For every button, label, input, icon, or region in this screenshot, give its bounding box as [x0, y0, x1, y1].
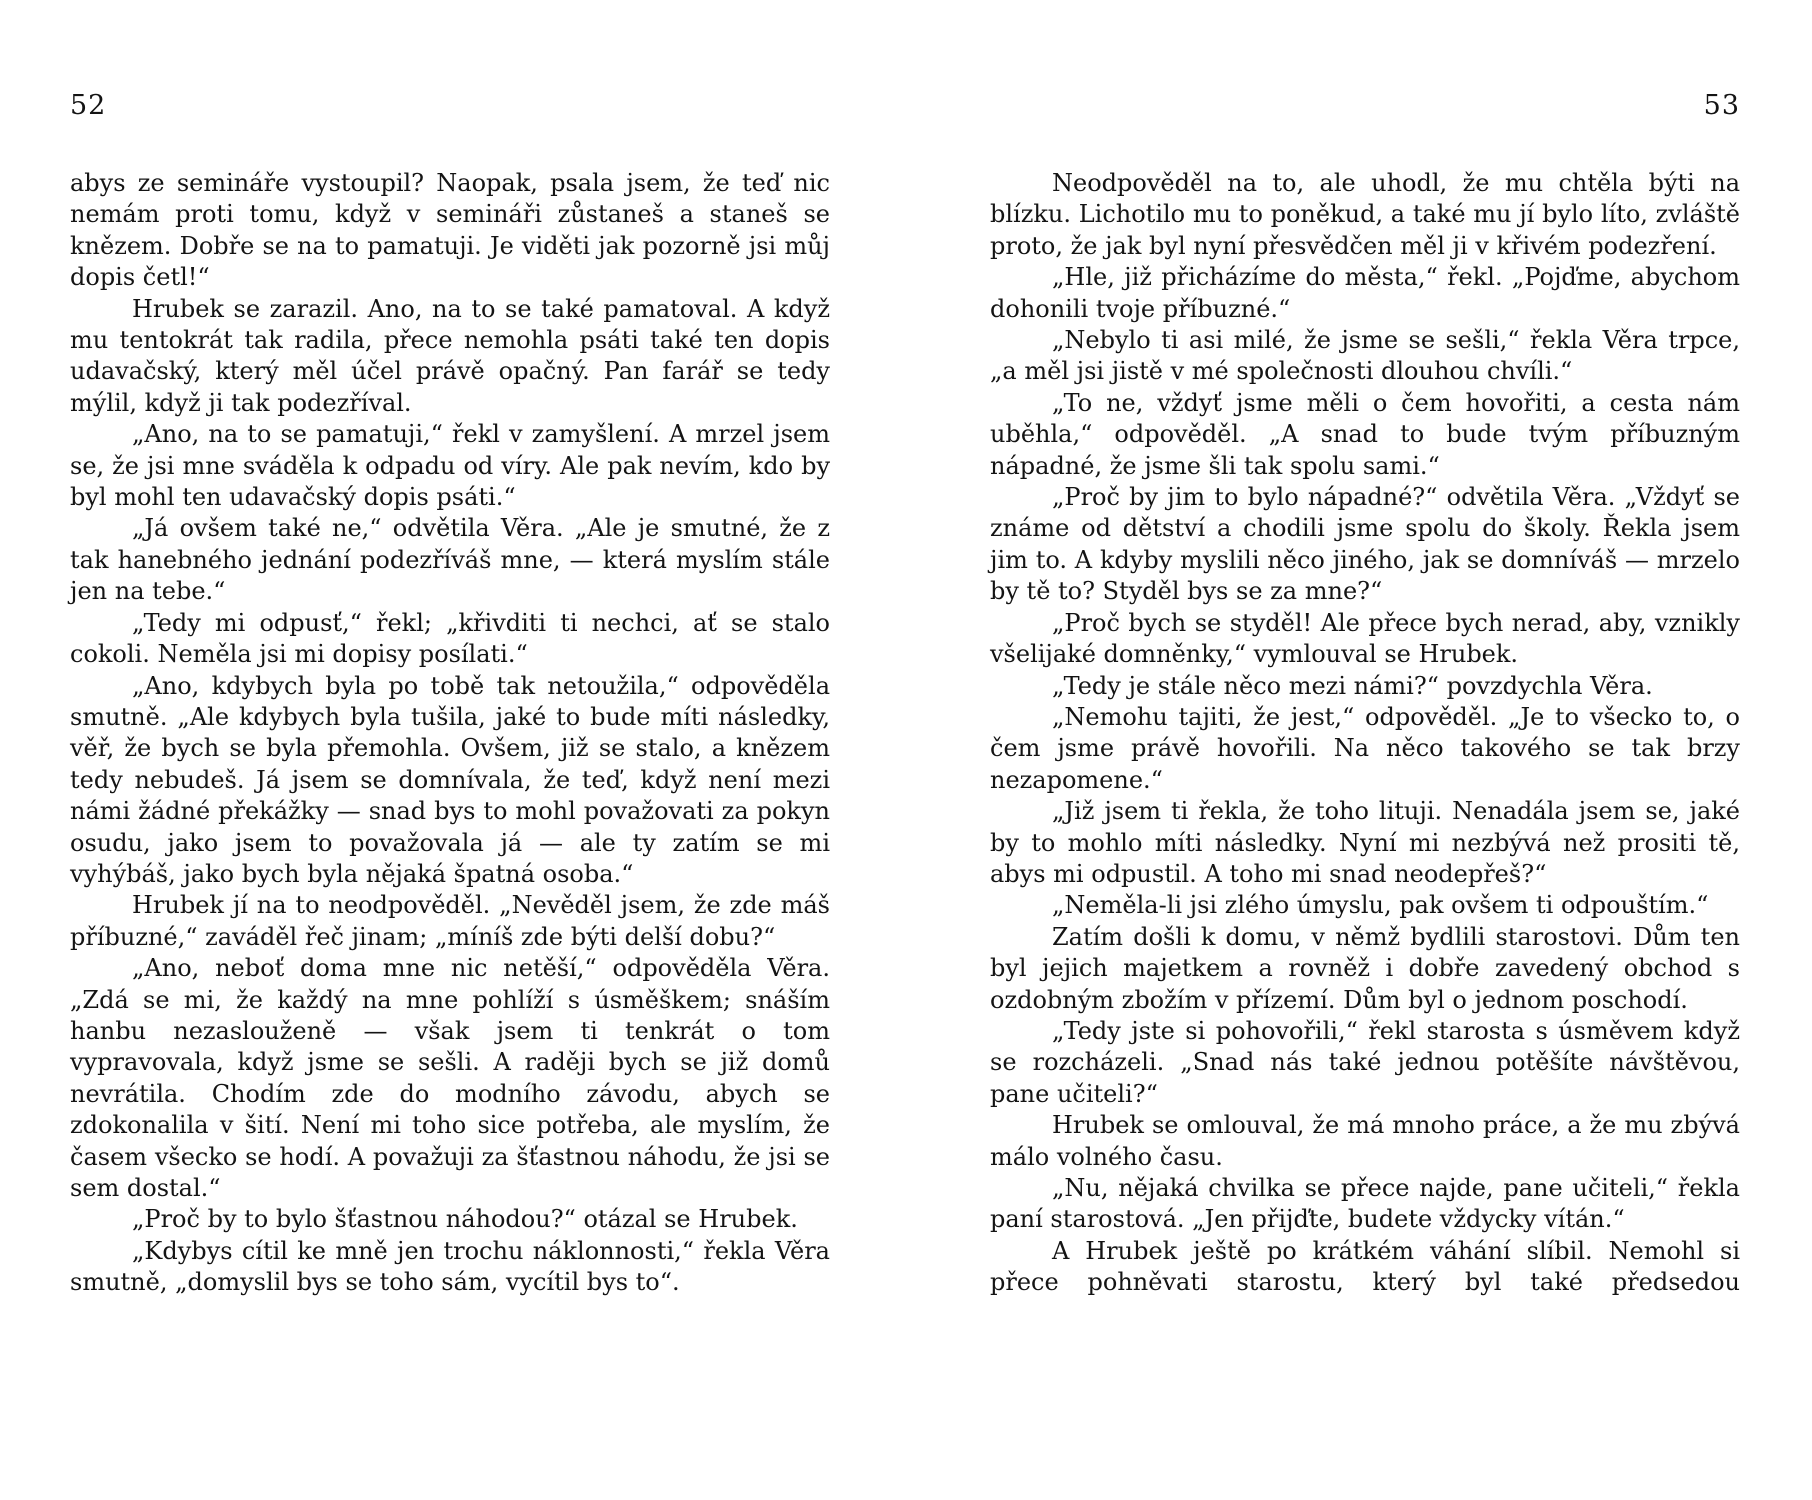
paragraph: A Hrubek ještě po krátkém váhání slíbil. Nemohl si přece pohněvati starostu, který byl také předsedou — [990, 1236, 1740, 1297]
left-page — [70, 0, 830, 1500]
paragraph: „Ano, na to se pamatuji,“ řekl v zamyšlení. A mrzel jsem se, že jsi mne sváděla k odpadu od víry. Ale pak nevím, kdo by byl mohl ten udavačský dopis psáti.“ — [70, 420, 830, 512]
paragraph: „Proč bych se styděl! Ale přece bych nerad, aby, vznikly všelijaké domněnky,“ vymlouval se Hrubek. — [990, 608, 1740, 669]
paragraph: „Ano, neboť doma mne nic netěší,“ odpověděla Věra. „Zdá se mi, že každý na mne pohlíží s úsměškem; snáším hanbu nezaslouženě — však jsem ti tenkrát o tom vypravovala, když jsme se sešli. A raději bych se již domů nevrátila. Chodím zde do modního závodu, abych se zdokonalila v šití. Není mi toho sice potřeba, ale myslím, že časem všecko se hodí. A považuji za šťastnou náhodu, že jsi se sem dostal.“ — [70, 954, 830, 1202]
paragraph: „Nebylo ti asi milé, že jsme se sešli,“ řekla Věra trpce, „a měl jsi jistě v mé společnosti dlouhou chvíli.“ — [990, 326, 1740, 386]
page-text — [70, 168, 830, 1299]
paragraph: „Ano, kdybych byla po tobě tak netoužila,“ odpověděla smutně. „Ale kdybych byla tušila, jaké to bude míti následky, věř, že bych se byla přemohla. Ovšem, již se stalo, a knězem tedy nebudeš. Já jsem se domnívala, že teď, když není mezi námi žádné překážky — snad bys to mohl považovati za pokyn osudu, jako jsem to považovala já — ale ty zatím se mi vyhýbáš, jako bych byla nějaká špatná osoba.“ — [70, 671, 830, 888]
page-number: 52 — [70, 90, 107, 121]
paragraph: „Tedy jste si pohovořili,“ řekl starosta s úsměvem když se rozcházeli. „Snad nás také jednou potěšíte návštěvou, pane učiteli?“ — [990, 1016, 1740, 1108]
paragraph: „Já ovšem také ne,“ odvětila Věra. „Ale je smutné, že z tak hanebného jednání podezříváš mne, — která myslím stále jen na tebe.“ — [70, 514, 830, 606]
paragraph: „Již jsem ti řekla, že toho lituji. Nenadála jsem se, jaké by to mohlo míti následky. Nyní mi nezbývá než prositi tě, abys mi odpustil. A toho mi snad neodepřeš?“ — [990, 797, 1740, 888]
paragraph: „Nemohu tajiti, že jest,“ odpověděl. „Je to všecko to, o čem jsme právě hovořili. Na něco takového se tak brzy nezapomene.“ — [990, 702, 1740, 794]
page-number: 53 — [1703, 90, 1740, 121]
paragraph: „Hle, již přicházíme do města,“ řekl. „Pojďme, abychom dohonili tvoje příbuzné.“ — [990, 263, 1740, 323]
paragraph: „Proč by jim to bylo nápadné?“ odvětila Věra. „Vždyť se známe od dětství a chodili jsme spolu do školy. Řekla jsem jim to. A kdyby myslili něco jiného, jak se domníváš — mrzelo by tě to? Styděl bys se za mne?“ — [990, 483, 1740, 606]
paragraph: Zatím došli k domu, v němž bydlili starostovi. Dům ten byl jejich majetkem a rovněž i dobře zavedený obchod s ozdobným zbožím v přízemí. Dům byl o jednom poschodí. — [990, 922, 1740, 1014]
paragraph: „Kdybys cítil ke mně jen trochu náklonnosti,“ řekla Věra smutně, „domyslil bys se toho sám, vycítil bys to“. — [70, 1236, 830, 1297]
page-text — [990, 168, 1740, 1299]
paragraph: Hrubek se omlouval, že má mnoho práce, a že mu zbývá málo volného času. — [990, 1111, 1740, 1171]
paragraph: abys ze semináře vystoupil? Naopak, psala jsem, že teď nic nemám proti tomu, když v semináři zůstaneš a staneš se knězem. Dobře se na to pamatuji. Je viděti jak pozorně jsi můj dopis četl!“ — [70, 169, 830, 292]
paragraph: „Proč by to bylo šťastnou náhodou?“ otázal se Hrubek. — [132, 1205, 798, 1234]
paragraph: Hrubek se zarazil. Ano, na to se také pamatoval. A když mu tentokrát tak radila, přece nemohla psáti také ten dopis udavačský, který měl účel právě opačný. Pan farář se tedy mýlil, když ji tak podezříval. — [70, 294, 830, 417]
paragraph: „Tedy je stále něco mezi námi?“ povzdychla Věra. — [1052, 671, 1653, 700]
right-page — [990, 0, 1740, 1500]
paragraph: „Neměla-li jsi zlého úmyslu, pak ovšem ti odpouštím.“ — [1052, 891, 1709, 920]
paragraph: „To ne, vždyť jsme měli o čem hovořiti, a cesta nám uběhla,“ odpověděl. „A snad to bude tvým příbuzným nápadné, že jsme šli tak spolu sami.“ — [990, 388, 1740, 480]
paragraph: „Tedy mi odpusť,“ řekl; „křivditi ti nechci, ať se stalo cokoli. Neměla jsi mi dopisy posílati.“ — [70, 608, 830, 669]
paragraph: Neodpověděl na to, ale uhodl, že mu chtěla býti na blízku. Lichotilo mu to poněkud, a také mu jí bylo líto, zvláště proto, že jak byl nyní přesvědčen měl ji v křivém podezření. — [990, 169, 1740, 260]
paragraph: „Nu, nějaká chvilka se přece najde, pane učiteli,“ řekla paní starostová. „Jen přijďte, budete vždycky vítán.“ — [990, 1174, 1740, 1234]
paragraph: Hrubek jí na to neodpověděl. „Nevěděl jsem, že zde máš příbuzné,“ zaváděl řeč jinam; „míníš zde býti delší dobu?“ — [70, 891, 830, 951]
